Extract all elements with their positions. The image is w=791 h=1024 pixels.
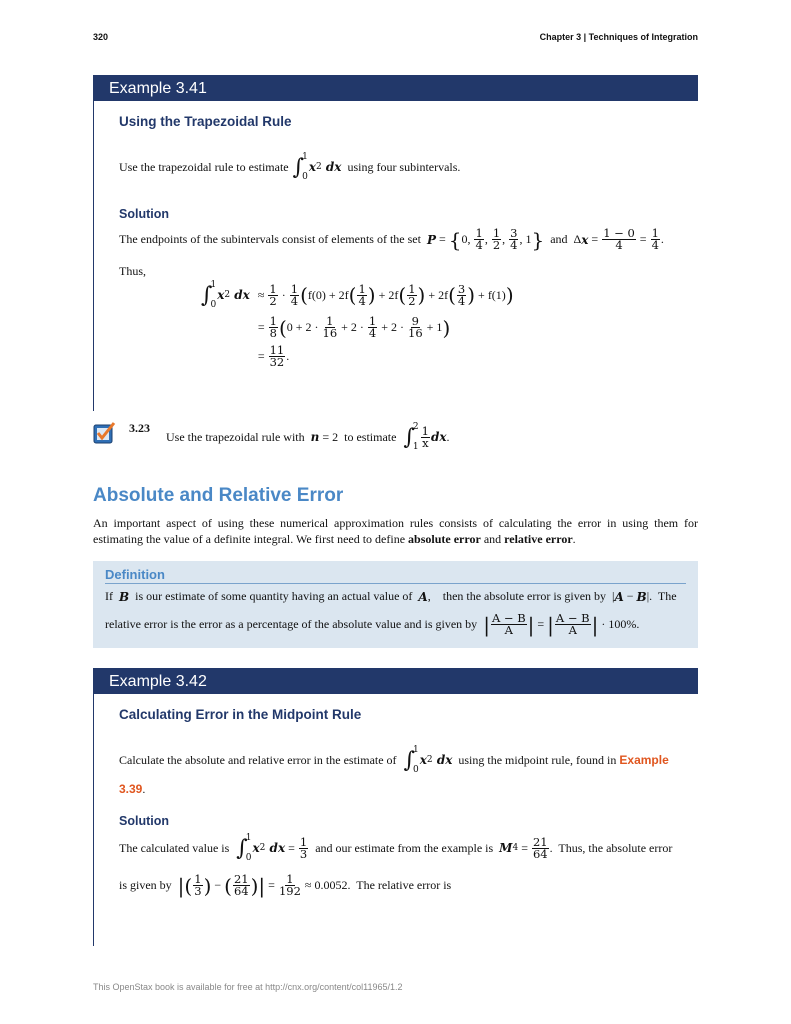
section-paragraph bbox=[93, 515, 698, 547]
math-text: is given by bbox=[119, 878, 178, 892]
denominator: 8 bbox=[269, 326, 277, 340]
math-text: Use the trapezoidal rule to estimate bbox=[119, 159, 292, 174]
math-variable: dx bbox=[432, 753, 453, 767]
delimiter: ) bbox=[442, 315, 451, 340]
numerator: 1 bbox=[408, 281, 416, 296]
fraction bbox=[269, 345, 286, 368]
lower-limit: 0 bbox=[245, 853, 252, 863]
numerator: 9 bbox=[411, 314, 419, 328]
upper-limit: 1 bbox=[302, 152, 308, 162]
solution-text-1 bbox=[119, 833, 672, 863]
math-variable: x bbox=[581, 232, 589, 247]
math-text: ≈ 0.0052. The relative error is bbox=[301, 878, 452, 892]
page-number: 320 bbox=[93, 32, 109, 42]
math-text: The calculated value is bbox=[119, 840, 236, 855]
definition-rule bbox=[105, 583, 686, 584]
math-variable: x bbox=[217, 288, 225, 302]
exponent: 2 bbox=[315, 162, 322, 172]
math-variable: n bbox=[310, 430, 320, 444]
denominator: 64 bbox=[233, 884, 249, 898]
math-text: Calculate the absolute and relative error in the estimate of bbox=[119, 752, 403, 767]
math-text: = bbox=[636, 232, 650, 246]
equation-block bbox=[200, 280, 514, 368]
problem-text bbox=[119, 745, 619, 775]
math-text: Use the trapezoidal rule with bbox=[166, 429, 311, 444]
denominator: 16 bbox=[408, 326, 423, 340]
numerator: 1 bbox=[194, 872, 202, 886]
integral-limits bbox=[210, 280, 216, 310]
example-header: Example 3.42 bbox=[93, 668, 698, 694]
delimiter: { bbox=[448, 227, 462, 252]
denominator: 192 bbox=[278, 884, 301, 898]
math-variable: A bbox=[418, 589, 428, 604]
denominator: 2 bbox=[408, 293, 416, 308]
checkpoint-icon bbox=[93, 421, 115, 443]
math-text: ≈ bbox=[257, 287, 268, 302]
numerator: 21 bbox=[233, 872, 249, 886]
numerator: 1 bbox=[269, 281, 277, 296]
math-text: f(0) + 2f bbox=[307, 287, 349, 302]
equation-step-1 bbox=[257, 281, 514, 308]
definition-box bbox=[93, 561, 698, 648]
delimiter: | bbox=[483, 612, 490, 637]
equation-step-2 bbox=[258, 316, 514, 339]
example-border bbox=[93, 101, 94, 411]
denominator: 4 bbox=[651, 238, 659, 252]
chapter-title: Chapter 3 | Techniques of Integration bbox=[539, 32, 698, 42]
equation-lhs bbox=[200, 280, 250, 310]
math-text: and our estimate from the example is bbox=[309, 840, 500, 855]
denominator: 4 bbox=[358, 293, 366, 308]
math-variable: B bbox=[636, 589, 647, 604]
denominator: 2 bbox=[269, 293, 277, 308]
math-text: 0, bbox=[461, 232, 474, 246]
math-text: |. The bbox=[646, 589, 677, 603]
delimiter: ( bbox=[184, 873, 193, 898]
math-text: + 2 · bbox=[378, 320, 408, 334]
math-text: 0 + 2 · bbox=[286, 320, 322, 334]
equation-step-3 bbox=[258, 345, 514, 368]
math-variable: B bbox=[119, 589, 130, 604]
integral bbox=[236, 833, 251, 863]
math-text: . bbox=[286, 349, 290, 363]
footer: This OpenStax book is available for free at http://cnx.org/content/col11965/1.2 bbox=[93, 982, 403, 992]
denominator: 4 bbox=[510, 238, 518, 252]
example-problem bbox=[119, 152, 460, 182]
fraction bbox=[290, 281, 299, 308]
example-header: Example 3.41 bbox=[93, 75, 698, 101]
math-variable: M bbox=[499, 841, 513, 855]
delimiter: | bbox=[177, 873, 185, 898]
math-text: and Δ bbox=[544, 232, 582, 246]
denominator: 3 bbox=[299, 846, 308, 861]
denominator: A bbox=[568, 623, 577, 637]
math-variable: x bbox=[419, 753, 427, 767]
fraction bbox=[368, 316, 377, 339]
fraction bbox=[193, 874, 202, 897]
integral-sign-icon: ∫ bbox=[292, 154, 305, 180]
delimiter: | bbox=[591, 612, 599, 637]
denominator: 4 bbox=[475, 238, 483, 252]
math-variable: x bbox=[308, 160, 316, 174]
example-link[interactable]: 3.39 bbox=[119, 782, 143, 796]
integral-sign-icon: ∫ bbox=[403, 747, 416, 773]
numerator: 1 bbox=[475, 226, 483, 240]
math-text: relative error is the error as a percentage of the absolute value and is given by bbox=[105, 617, 484, 631]
math-text: . Thus, the absolute error bbox=[549, 840, 673, 855]
upper-limit: 1 bbox=[210, 280, 217, 290]
integral-limits bbox=[302, 152, 308, 182]
example-problem bbox=[119, 745, 669, 775]
example-link-cont bbox=[119, 782, 145, 797]
integral-sign-icon: ∫ bbox=[201, 282, 213, 308]
math-text: . bbox=[660, 232, 664, 246]
fraction bbox=[268, 281, 277, 308]
math-text: + f(1) bbox=[475, 287, 506, 302]
example-border bbox=[93, 694, 94, 946]
upper-limit: 1 bbox=[245, 833, 252, 843]
math-variable: dx bbox=[321, 160, 342, 174]
math-text: using the midpoint rule, found in bbox=[452, 752, 620, 767]
math-text: , then the absolute error is given by | bbox=[427, 589, 615, 603]
lower-limit: 0 bbox=[413, 765, 419, 775]
numerator: 1 bbox=[290, 281, 299, 296]
numerator: 1 − 0 bbox=[603, 226, 635, 240]
upper-limit: 1 bbox=[413, 745, 419, 755]
fraction bbox=[492, 228, 501, 251]
math-variable: dx bbox=[230, 288, 250, 302]
numerator: 1 bbox=[326, 314, 334, 328]
math-text: = bbox=[588, 232, 602, 246]
upper-limit: 2 bbox=[412, 422, 419, 432]
math-text: + 2 · bbox=[338, 320, 367, 334]
math-text: = bbox=[265, 878, 278, 892]
fraction bbox=[407, 281, 416, 308]
definition-line-2 bbox=[105, 613, 639, 636]
math-text: = bbox=[257, 349, 268, 363]
denominator: 4 bbox=[457, 293, 466, 308]
delimiter: ) bbox=[203, 873, 212, 898]
integral-limits bbox=[246, 833, 252, 863]
fraction bbox=[299, 834, 308, 861]
numerator: 1 bbox=[421, 423, 429, 438]
solution-text-2 bbox=[119, 874, 451, 897]
math-variable: dx bbox=[265, 841, 286, 855]
fraction bbox=[651, 228, 660, 251]
definition-label: Definition bbox=[105, 567, 165, 582]
numerator: A − B bbox=[555, 611, 590, 625]
delimiter: | bbox=[527, 612, 535, 637]
fraction bbox=[233, 874, 250, 897]
integral bbox=[293, 152, 308, 182]
math-text: + 1 bbox=[423, 320, 443, 334]
delimiter: ( bbox=[348, 283, 357, 307]
denominator: A bbox=[504, 623, 513, 637]
math-text: · bbox=[278, 287, 289, 302]
denominator: 64 bbox=[532, 846, 548, 861]
solution-label: Solution bbox=[119, 207, 169, 221]
math-variable: A bbox=[614, 589, 624, 604]
denominator: 32 bbox=[269, 355, 285, 369]
math-text: using four subintervals. bbox=[341, 159, 461, 174]
numerator: 1 bbox=[269, 314, 277, 328]
math-variable: P bbox=[426, 232, 436, 247]
integral bbox=[201, 280, 216, 310]
section-heading: Absolute and Relative Error bbox=[93, 485, 344, 506]
numerator: 1 bbox=[286, 872, 294, 886]
example-link[interactable]: Example bbox=[619, 753, 669, 767]
numerator: 1 bbox=[368, 314, 377, 328]
integral bbox=[404, 745, 419, 775]
fraction bbox=[421, 423, 430, 450]
numerator: A − B bbox=[491, 611, 526, 625]
numerator: 1 bbox=[492, 226, 501, 240]
delimiter: ) bbox=[417, 283, 426, 307]
math-text: is our estimate of some quantity having an actual value of bbox=[129, 589, 419, 603]
para-text: and bbox=[480, 532, 505, 546]
delimiter: ) bbox=[250, 873, 259, 898]
denominator: 16 bbox=[322, 326, 338, 340]
math-text: = 2 to estimate bbox=[319, 429, 403, 444]
delimiter: ( bbox=[224, 873, 232, 898]
integral-limits bbox=[413, 422, 419, 452]
fraction bbox=[357, 281, 366, 308]
delimiter: ( bbox=[278, 315, 287, 340]
fraction bbox=[509, 228, 518, 251]
delimiter: ( bbox=[398, 283, 407, 307]
delimiter: | bbox=[547, 612, 554, 637]
para-text: An important aspect of using these numerical approximation rules consists of calculating the error in using them for estimating the value of a definite integral. We first need to define bbox=[93, 516, 698, 546]
lower-limit: 1 bbox=[412, 442, 419, 452]
lower-limit: 0 bbox=[302, 172, 308, 182]
math-text: = bbox=[534, 617, 548, 631]
delimiter: ) bbox=[467, 283, 476, 307]
example-title: Using the Trapezoidal Rule bbox=[119, 114, 292, 129]
math-text: , 1 bbox=[519, 232, 532, 246]
para-text: . bbox=[572, 532, 576, 546]
delimiter: ) bbox=[367, 283, 376, 307]
numerator: 1 bbox=[651, 226, 659, 240]
math-variable: x bbox=[252, 841, 260, 855]
numerator: 3 bbox=[510, 226, 518, 240]
fraction bbox=[457, 281, 466, 308]
numerator: 21 bbox=[532, 834, 548, 849]
exponent: 2 bbox=[224, 290, 231, 300]
math-text: , bbox=[502, 232, 509, 246]
delimiter: ) bbox=[505, 283, 514, 307]
delimiter: } bbox=[531, 227, 545, 252]
delimiter: ( bbox=[448, 283, 456, 307]
checkpoint-number: 3.23 bbox=[129, 421, 150, 435]
integral-sign-icon: ∫ bbox=[403, 424, 415, 450]
fraction bbox=[269, 316, 278, 339]
math-text: = bbox=[518, 840, 531, 855]
checkpoint-text bbox=[166, 422, 450, 452]
fraction bbox=[279, 874, 301, 897]
delimiter: | bbox=[258, 873, 266, 898]
math-text: · 100%. bbox=[598, 617, 640, 631]
numerator: 3 bbox=[457, 281, 466, 296]
fraction bbox=[323, 316, 338, 339]
period: . bbox=[142, 782, 146, 796]
fraction bbox=[474, 228, 483, 251]
thus-text: Thus, bbox=[119, 264, 146, 278]
subscript: 4 bbox=[512, 843, 519, 853]
denominator: 4 bbox=[615, 238, 623, 252]
delimiter: ( bbox=[300, 283, 308, 307]
integral bbox=[403, 422, 418, 452]
denominator: 2 bbox=[492, 238, 501, 252]
math-text: + 2f bbox=[375, 287, 399, 302]
definition-line-1 bbox=[105, 589, 677, 604]
math-text: . bbox=[446, 429, 450, 444]
exponent: 2 bbox=[426, 755, 433, 765]
denominator: x bbox=[422, 435, 429, 450]
fraction bbox=[532, 834, 549, 861]
fraction bbox=[602, 228, 636, 251]
example-title: Calculating Error in the Midpoint Rule bbox=[119, 707, 362, 722]
denominator: 4 bbox=[368, 326, 377, 340]
solution-label: Solution bbox=[119, 814, 169, 828]
math-text: If bbox=[105, 589, 119, 603]
solution-text bbox=[119, 228, 664, 251]
exponent: 2 bbox=[259, 843, 266, 853]
numerator: 1 bbox=[299, 834, 308, 849]
math-text: = bbox=[285, 840, 298, 855]
numerator: 11 bbox=[269, 343, 285, 357]
term-relative-error: relative error bbox=[504, 532, 573, 546]
denominator: 4 bbox=[290, 293, 299, 308]
integral-sign-icon: ∫ bbox=[236, 835, 248, 861]
math-text: , bbox=[484, 232, 491, 246]
math-text: = bbox=[435, 232, 449, 246]
fraction bbox=[555, 613, 591, 636]
lower-limit: 0 bbox=[210, 300, 217, 310]
math-text: − bbox=[211, 878, 225, 892]
fraction bbox=[408, 316, 423, 339]
integral-limits bbox=[413, 745, 419, 775]
term-absolute-error: absolute error bbox=[408, 532, 481, 546]
math-text: + 2f bbox=[425, 287, 449, 302]
fraction bbox=[491, 613, 527, 636]
math-text: The endpoints of the subintervals consist of elements of the set bbox=[119, 232, 427, 246]
numerator: 1 bbox=[358, 281, 366, 296]
math-text: = bbox=[257, 320, 268, 334]
denominator: 3 bbox=[194, 884, 202, 898]
math-variable: dx bbox=[430, 430, 447, 444]
math-text: − bbox=[623, 589, 637, 603]
